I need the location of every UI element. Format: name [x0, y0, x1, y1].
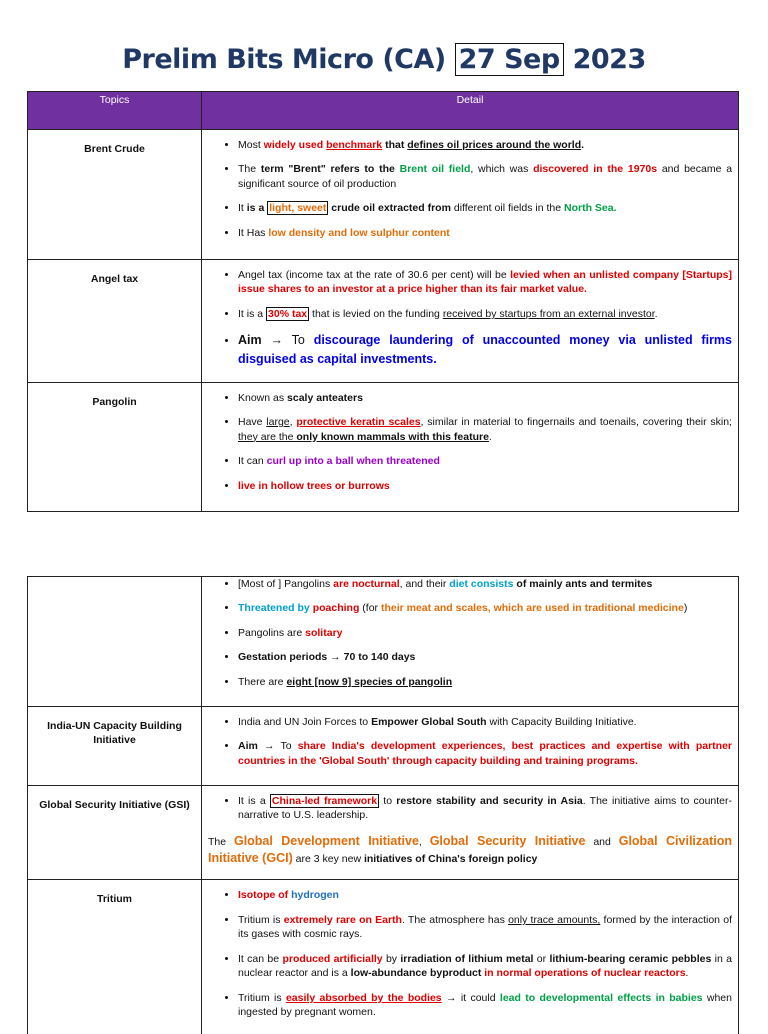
page-title: Prelim Bits Micro (CA) 27 Sep 2023	[122, 44, 646, 75]
topic-empty	[28, 577, 202, 707]
detail-gsi	[202, 786, 739, 880]
notes-table-page-part-2	[27, 576, 739, 1034]
table-row-angel-tax	[28, 260, 739, 383]
table-row-pangolin	[28, 382, 739, 511]
detail-angel-tax	[202, 260, 739, 383]
detail-pangolin	[202, 382, 739, 511]
list-item: • It can curl up into a ball when threatened	[238, 454, 732, 468]
list-item: • Aim → To share India's development experiences, best practices and expertise with partner countries in the 'Global South' through capacity building and training programs.	[238, 739, 732, 768]
table-row-brent-crude	[28, 130, 739, 260]
list-item: • The term "Brent" refers to the Brent oil field, which was discovered in the 1970s and became a significant source of oil production	[238, 162, 732, 191]
notes-table-page-part-1	[27, 91, 739, 512]
topic-gsi: Global Security Initiative (GSI)	[28, 786, 202, 880]
list-item: • Pangolins are solitary	[238, 626, 732, 640]
list-item: • It Has low density and low sulphur content	[238, 226, 732, 240]
topic-angel-tax: Angel tax	[28, 260, 202, 383]
list-item: • There are eight [now 9] species of pangolin	[238, 675, 732, 689]
topic-pangolin: Pangolin	[28, 382, 202, 511]
topic-tritium: Tritium	[28, 880, 202, 1034]
header-detail: Detail	[202, 92, 739, 130]
gsi-paragraph: The Global Development Initiative, Global Security Initiative and Global Civilization Initiative (GCI) are 3 key new initiatives of China's foreign policy	[208, 833, 733, 866]
detail-brent-crude	[202, 130, 739, 260]
list-item: • Most widely used benchmark that defines oil prices around the world.	[238, 138, 732, 152]
china-led-framework-box: China-led framework	[271, 795, 378, 807]
list-item: • Aim → To discourage laundering of unaccounted money via unlisted firms disguised as capital investments.	[238, 331, 732, 367]
table-row-india-un	[28, 707, 739, 786]
list-item: • It can be produced artificially by irradiation of lithium metal or lithium-bearing ceramic pebbles in a nuclear reactor and is a low-abundance byproduct in normal operations of nuclear reactors.	[238, 952, 732, 981]
detail-tritium	[202, 880, 739, 1034]
list-item: • It is a light, sweet crude oil extracted from different oil fields in the North Sea.	[238, 201, 732, 215]
topic-brent-crude: Brent Crude	[28, 130, 202, 260]
table-row-pangolin-continued	[28, 577, 739, 707]
list-item: • Tritium is easily absorbed by the bodies → it could lead to developmental effects in babies when ingested by pregnant women.	[238, 991, 732, 1020]
list-item: • Known as scaly anteaters	[238, 391, 732, 405]
list-item: • It is a 30% tax that is levied on the funding received by startups from an external investor.	[238, 307, 732, 321]
title-date-box: 27 Sep	[455, 43, 564, 76]
detail-pangolin-continued	[202, 577, 739, 707]
table-header-row	[28, 92, 739, 130]
list-item: • Gestation periods → 70 to 140 days	[238, 650, 732, 664]
light-sweet-box: light, sweet	[269, 202, 327, 215]
list-item: • Threatened by poaching (for their meat and scales, which are used in traditional medicine)	[238, 601, 732, 615]
list-item: • [Most of ] Pangolins are nocturnal, and their diet consists of mainly ants and termites	[238, 577, 732, 591]
list-item: • Angel tax (income tax at the rate of 30.6 per cent) will be levied when an unlisted company [Startups] issue shares to an investor at a price higher than its fair market value.	[238, 268, 732, 297]
table-row-tritium	[28, 880, 739, 1034]
list-item: • Isotope of hydrogen	[238, 888, 732, 902]
topic-india-un: India-UN Capacity Building Initiative	[28, 707, 202, 786]
list-item: • live in hollow trees or burrows	[238, 479, 732, 493]
list-item: • Have large, protective keratin scales, similar in material to fingernails and toenails, covering their skin; they are the only known mammals with this feature.	[238, 415, 732, 444]
list-item: • Tritium is extremely rare on Earth. The atmosphere has only trace amounts, formed by the interaction of its gases with cosmic rays.	[238, 913, 732, 942]
list-item: • It is a China-led framework to restore stability and security in Asia. The initiative aims to counter-narrative to U.S. leadership.	[238, 794, 732, 823]
thirty-percent-tax-box: 30% tax	[268, 307, 308, 320]
list-item: • India and UN Join Forces to Empower Global South with Capacity Building Initiative.	[238, 715, 732, 729]
detail-india-un	[202, 707, 739, 786]
header-topics: Topics	[28, 92, 202, 130]
table-row-gsi	[28, 786, 739, 880]
